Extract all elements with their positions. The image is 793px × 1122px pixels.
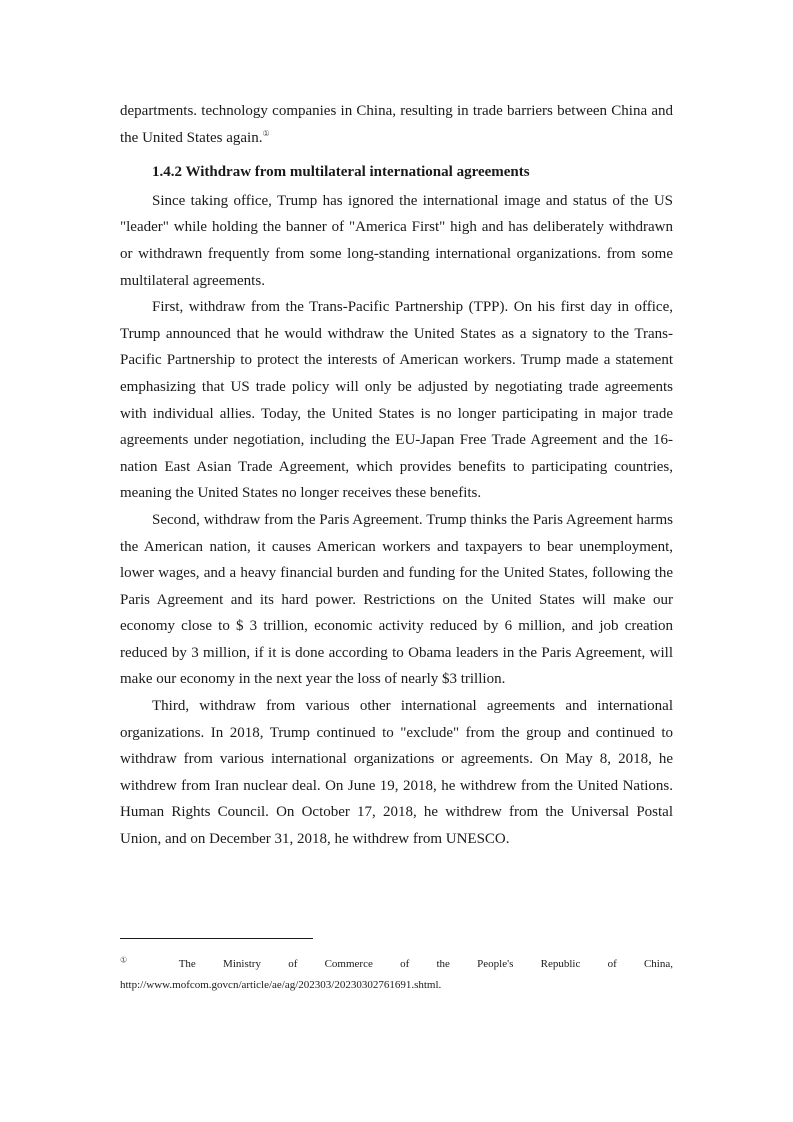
- footnote-reference-mark: ①: [262, 128, 270, 138]
- paragraph-tpp: First, withdraw from the Trans-Pacific Partnership (TPP). On his first day in office, Trump announced that he would withdraw the United States as a signatory to the Trans-Pacific Partnership to protect the interests of American workers. Trump made a statement emphasizing that US trade policy will only be adjusted by negotiating trade agreements with individual allies. Today, the United States is no longer participating in major trade agreements under negotiation, including the EU-Japan Free Trade Agreement and the 16-nation East Asian Trade Agreement, which provides benefits to participating countries, meaning the United States no longer receives these benefits.: [120, 299, 673, 502]
- paragraph-other-agreements: Third, withdraw from various other international agreements and international organizations. In 2018, Trump continued to "exclude" from the group and continued to withdraw from various international organizations or agreements. On May 8, 2018, he withdrew from Iran nuclear deal. On June 19, 2018, he withdrew from the United Nations. Human Rights Council. On October 17, 2018, he withdrew from the Universal Postal Union, and on December 31, 2018, he withdrew from UNESCO.: [120, 698, 673, 848]
- footnote: [120, 954, 673, 996]
- footnote-mark: ①: [120, 955, 152, 965]
- paragraph-continued-text: departments. technology companies in China, resulting in trade barriers between China and the United States again.: [120, 103, 673, 146]
- document-body: [120, 98, 673, 853]
- paragraph-intro: Since taking office, Trump has ignored the international image and status of the US "leader" while holding the banner of "America First" high and has deliberately withdrawn or withdrawn frequently from some long-standing international organizations. from some multilateral agreements.: [120, 192, 673, 289]
- footnote-divider: [120, 938, 313, 939]
- paragraph-continued: [120, 98, 673, 151]
- paragraph-paris-agreement: Second, withdraw from the Paris Agreement. Trump thinks the Paris Agreement harms the American nation, it causes American workers and taxpayers to bear unemployment, lower wages, and a heavy financial burden and funding for the United States, following the Paris Agreement and its hard power. Restrictions on the United States will make our economy close to $ 3 trillion, economic activity reduced by 6 million, and job creation reduced by 3 million, if it is done according to Obama leaders in the Paris Agreement, will make our economy in the next year the loss of nearly $3 trillion.: [120, 511, 673, 688]
- section-heading: 1.4.2 Withdraw from multilateral international agreements: [152, 164, 530, 181]
- footnote-text: The Ministry of Commerce of the People's Republic of China, http://www.mofcom.govcn/article/ae/ag/202303/20230302761691.shtml.: [120, 958, 673, 991]
